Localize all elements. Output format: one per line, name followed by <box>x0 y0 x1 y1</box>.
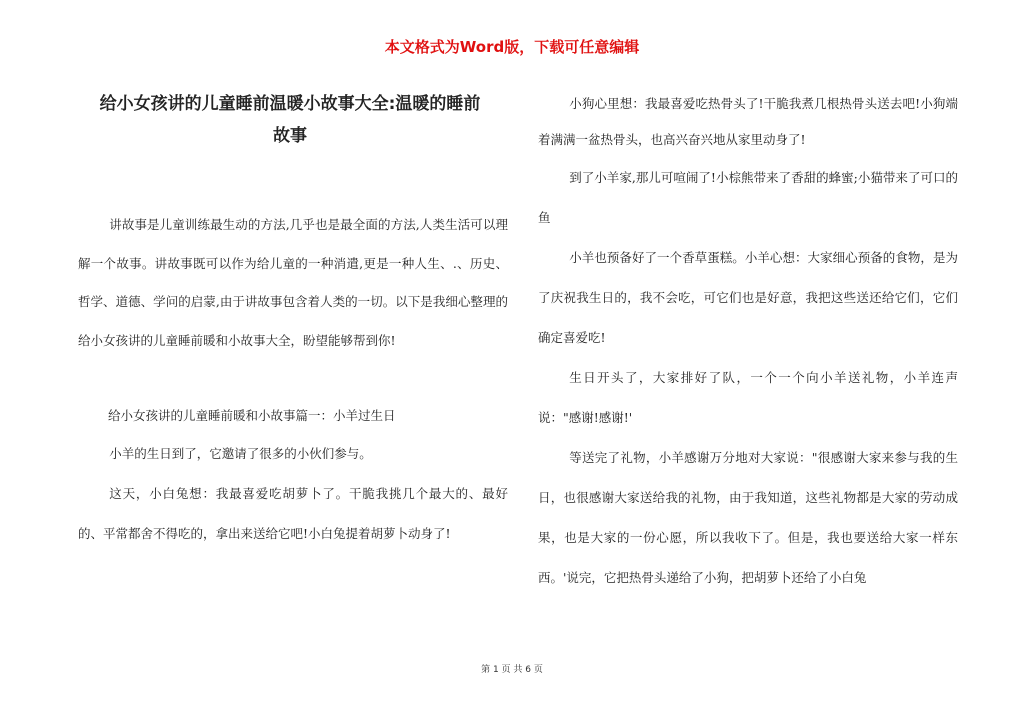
body-paragraph: 这天，小白兔想：我最喜爱吃胡萝卜了。干脆我挑几个最大的、最好的、平常都舍不得吃的，拿出来送给它吧!小白兔提着胡萝卜动身了! <box>78 486 508 541</box>
story-title: 给小女孩讲的儿童睡前暖和小故事篇一：小羊过生日 <box>108 408 396 423</box>
body-paragraph: 等送完了礼物，小羊感谢万分地对大家说："很感谢大家来参与我的生日，也很感谢大家送给我的礼物，由于我知道，这些礼物都是大家的劳动成果，也是大家的一份心愿，所以我收下了。但是，我也要送给大家一样东西。'说完，它把热骨头递给了小狗，把胡萝卜还给了小白兔 <box>538 450 958 585</box>
document-title <box>72 88 508 152</box>
left-column <box>78 88 508 554</box>
body-paragraph: 小羊也预备好了一个香草蛋糕。小羊心想：大家细心预备的食物，是为了庆祝我生日的，我不会吃，可它们也是好意，我把这些送还给它们，它们确定喜爱吃! <box>538 250 958 345</box>
body-paragraph: 小狗心里想：我最喜爱吃热骨头了!干脆我煮几根热骨头送去吧!小狗端着满满一盆热骨头，也高兴奋兴地从家里动身了! <box>538 96 958 147</box>
intro-paragraph: 讲故事是儿童训练最生动的方法,几乎也是最全面的方法,人类生活可以理解一个故事。讲故事既可以作为给儿童的一种消遣,更是一种人生、.、历史、哲学、道德、学问的启蒙,由于讲故事包含着人类的一切。以下是我细心整理的给小女孩讲的儿童睡前暖和小故事大全，盼望能够帮到你! <box>78 217 508 348</box>
page-number-footer: 第 1 页 共 6 页 <box>481 665 543 675</box>
body-paragraph: 小羊的生日到了，它邀请了很多的小伙们参与。 <box>109 446 372 461</box>
title-line-2: 故事 <box>273 126 307 146</box>
title-line-1: 给小女孩讲的儿童睡前温暖小故事大全:温暖的睡前 <box>99 94 481 114</box>
body-paragraph: 到了小羊家,那儿可喧闹了!小棕熊带来了香甜的蜂蜜;小猫带来了可口的鱼 <box>538 170 958 225</box>
body-paragraph: 生日开头了，大家排好了队，一个一个向小羊送礼物，小羊连声说："感谢!感谢!' <box>538 370 958 425</box>
right-column <box>538 86 958 598</box>
download-banner: 本文格式为Word版，下载可任意编辑 <box>384 38 640 56</box>
